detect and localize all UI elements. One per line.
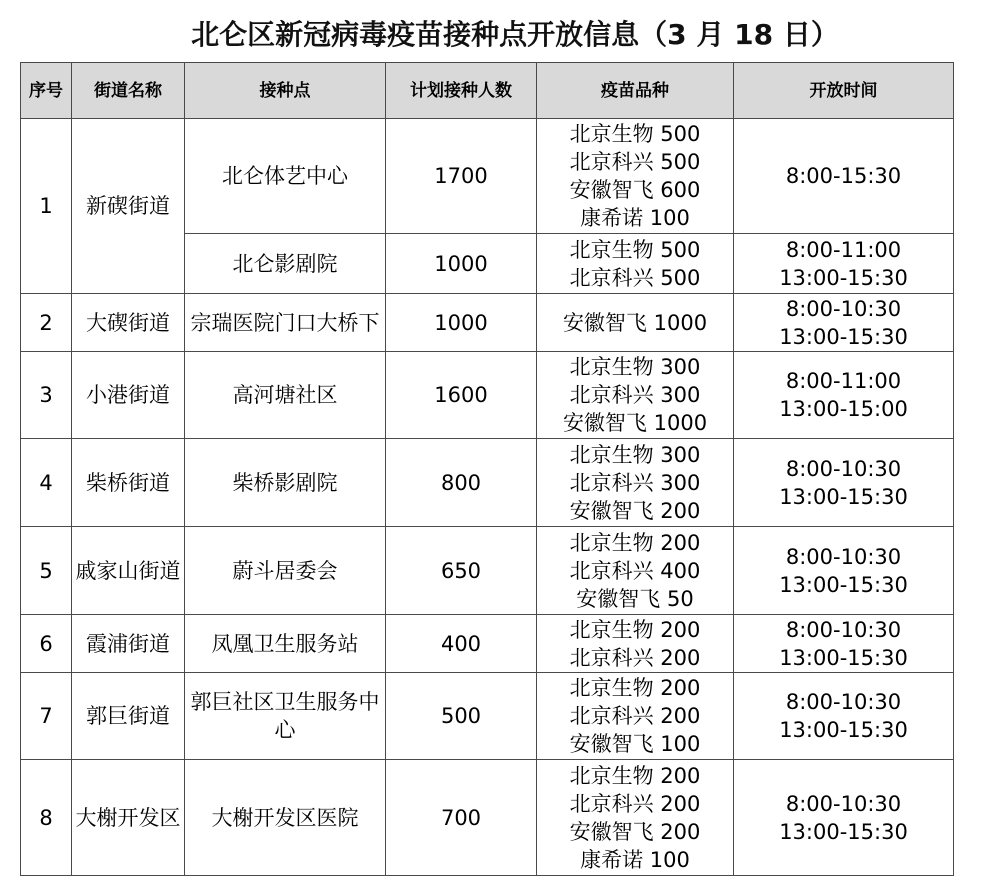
street-name-cell: 霞浦街道 xyxy=(72,615,185,673)
vaccine-line: 北京科兴 200 xyxy=(569,791,701,816)
planned-count-cell: 1000 xyxy=(386,234,537,294)
hours-line: 8:00-10:30 xyxy=(785,456,902,481)
row-number-cell: 5 xyxy=(21,527,72,615)
vaccine-cell xyxy=(537,352,734,439)
street-name-cell: 小港街道 xyxy=(72,352,185,439)
hours-line: 8:00-10:30 xyxy=(785,544,902,569)
hours-line: 8:00-11:00 xyxy=(785,237,902,262)
row-number-cell: 4 xyxy=(21,439,72,527)
street-name-cell: 大榭开发区 xyxy=(72,760,185,876)
vaccine-line: 北京生物 200 xyxy=(569,530,701,555)
street-name-cell: 大碶街道 xyxy=(72,294,185,352)
planned-count-cell: 500 xyxy=(386,673,537,760)
hours-line: 8:00-10:30 xyxy=(785,791,902,816)
hours-line: 8:00-10:30 xyxy=(785,690,902,714)
vaccine-line: 北京科兴 300 xyxy=(569,470,701,495)
hours-cell xyxy=(734,294,954,352)
vaccine-line: 康希诺 100 xyxy=(580,847,690,872)
vaccine-cell xyxy=(537,615,734,673)
row-number-cell: 8 xyxy=(21,760,72,876)
site-cell: 宗瑞医院门口大桥下 xyxy=(185,294,386,352)
vaccine-line: 安徽智飞 100 xyxy=(569,732,701,756)
site-cell: 北仑体艺中心 xyxy=(185,119,386,234)
hours-line: 13:00-15:30 xyxy=(779,265,908,290)
site-cell: 大榭开发区医院 xyxy=(185,760,386,876)
planned-count-cell: 800 xyxy=(386,439,537,527)
table-body xyxy=(21,119,954,876)
table-row xyxy=(21,352,954,439)
site-cell: 蔚斗居委会 xyxy=(185,527,386,615)
vaccine-cell xyxy=(537,673,734,760)
hours-line: 13:00-15:30 xyxy=(779,819,908,844)
vaccine-line: 安徽智飞 200 xyxy=(569,498,701,523)
table-row xyxy=(21,527,954,615)
vaccine-line: 北京科兴 300 xyxy=(569,383,701,407)
vaccine-cell xyxy=(537,294,734,352)
planned-count-cell: 700 xyxy=(386,760,537,876)
vaccine-cell xyxy=(537,119,734,234)
vaccine-line: 安徽智飞 1000 xyxy=(562,310,708,335)
street-name-cell: 柴桥街道 xyxy=(72,439,185,527)
vaccine-line: 安徽智飞 50 xyxy=(576,586,694,611)
street-name-cell: 新碶街道 xyxy=(72,119,185,294)
vaccine-line: 北京科兴 400 xyxy=(569,558,701,583)
hours-cell xyxy=(734,760,954,876)
vaccine-cell xyxy=(537,527,734,615)
hours-line: 8:00-11:00 xyxy=(785,369,902,393)
site-cell: 凤凰卫生服务站 xyxy=(185,615,386,673)
vaccine-line: 北京生物 500 xyxy=(569,122,701,146)
header-planned-count: 计划接种人数 xyxy=(386,63,537,119)
hours-cell xyxy=(734,673,954,760)
page-title: 北仑区新冠病毒疫苗接种点开放信息（3 月 18 日） xyxy=(191,18,839,51)
table-row xyxy=(21,119,954,234)
vaccine-line: 北京生物 300 xyxy=(569,355,701,379)
row-number-cell: 6 xyxy=(21,615,72,673)
vaccine-line: 安徽智飞 200 xyxy=(569,819,701,844)
table-row xyxy=(21,439,954,527)
header-vaccine-type: 疫苗品种 xyxy=(537,63,734,119)
vaccine-line: 康希诺 100 xyxy=(580,206,690,230)
vaccine-line: 北京科兴 200 xyxy=(569,645,701,670)
hours-cell xyxy=(734,119,954,234)
street-name-cell: 郭巨街道 xyxy=(72,673,185,760)
hours-cell xyxy=(734,527,954,615)
site-cell: 郭巨社区卫生服务中心 xyxy=(185,673,386,760)
table-row xyxy=(21,294,954,352)
table-row xyxy=(21,615,954,673)
vaccine-line: 安徽智飞 600 xyxy=(569,178,701,202)
hours-line: 8:00-15:30 xyxy=(785,164,902,188)
table-header-row xyxy=(21,63,954,119)
hours-line: 13:00-15:30 xyxy=(779,718,908,742)
row-number-cell: 1 xyxy=(21,119,72,294)
vaccination-site-table xyxy=(20,62,954,876)
vaccine-line: 北京生物 200 xyxy=(569,617,701,642)
vaccine-cell xyxy=(537,760,734,876)
header-street-name: 街道名称 xyxy=(72,63,185,119)
hours-line: 13:00-15:30 xyxy=(779,484,908,509)
site-cell: 北仑影剧院 xyxy=(185,234,386,294)
planned-count-cell: 1700 xyxy=(386,119,537,234)
hours-line: 13:00-15:30 xyxy=(779,645,908,670)
row-number-cell: 2 xyxy=(21,294,72,352)
vaccine-line: 北京生物 500 xyxy=(569,237,701,262)
site-cell: 柴桥影剧院 xyxy=(185,439,386,527)
row-number-cell: 3 xyxy=(21,352,72,439)
vaccine-line: 北京生物 300 xyxy=(569,442,701,467)
header-open-hours: 开放时间 xyxy=(734,63,954,119)
row-number-cell: 7 xyxy=(21,673,72,760)
table-row xyxy=(21,673,954,760)
hours-cell xyxy=(734,615,954,673)
street-name-cell: 戚家山街道 xyxy=(72,527,185,615)
planned-count-cell: 1600 xyxy=(386,352,537,439)
vaccine-cell xyxy=(537,439,734,527)
table-row xyxy=(21,760,954,876)
header-row-number: 序号 xyxy=(21,63,72,119)
hours-cell xyxy=(734,234,954,294)
planned-count-cell: 400 xyxy=(386,615,537,673)
hours-line: 13:00-15:30 xyxy=(779,572,908,597)
vaccine-line: 北京科兴 200 xyxy=(569,704,701,728)
hours-line: 13:00-15:00 xyxy=(779,397,908,421)
hours-cell xyxy=(734,352,954,439)
hours-cell xyxy=(734,439,954,527)
planned-count-cell: 650 xyxy=(386,527,537,615)
vaccine-line: 北京生物 200 xyxy=(569,763,701,788)
header-site: 接种点 xyxy=(185,63,386,119)
site-cell: 高河塘社区 xyxy=(185,352,386,439)
vaccine-cell xyxy=(537,234,734,294)
vaccine-line: 北京科兴 500 xyxy=(569,265,701,290)
planned-count-cell: 1000 xyxy=(386,294,537,352)
hours-line: 8:00-10:30 xyxy=(785,296,902,321)
hours-line: 8:00-10:30 xyxy=(785,617,902,642)
hours-line: 13:00-15:30 xyxy=(779,324,908,349)
vaccine-line: 北京科兴 500 xyxy=(569,150,701,174)
vaccine-line: 北京生物 200 xyxy=(569,676,701,700)
vaccine-line: 安徽智飞 1000 xyxy=(562,411,708,435)
